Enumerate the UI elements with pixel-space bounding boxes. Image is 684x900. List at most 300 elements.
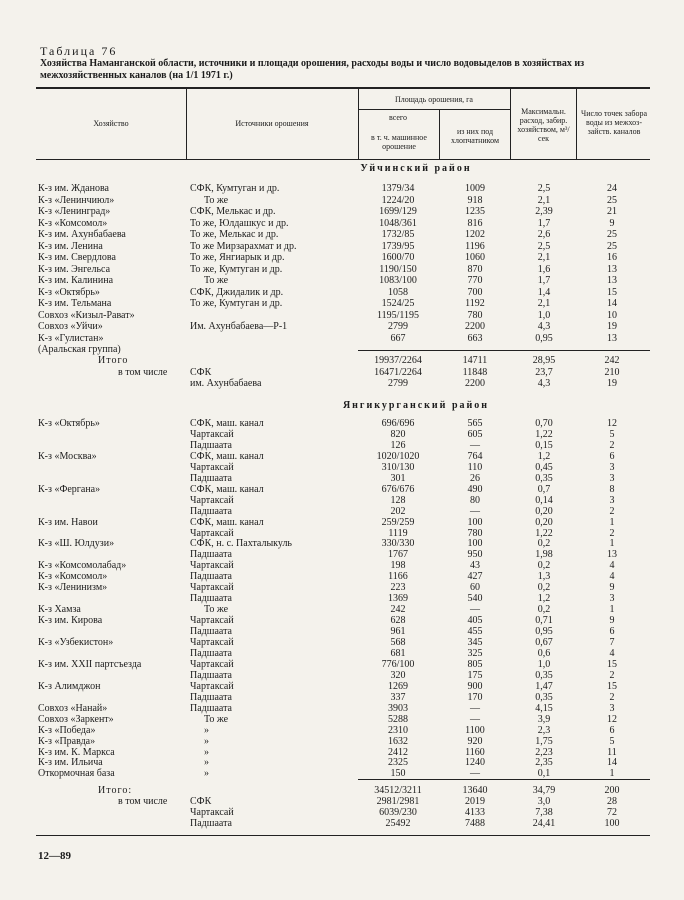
cell-source: Падшаата [190,691,232,703]
table-row [36,549,650,560]
cell-intake-points: 6 [609,450,615,462]
table-row [36,670,650,681]
cell-area-total: 1632 [388,735,408,747]
table-row [36,495,650,506]
cell-max-flow: 1,22 [535,527,553,539]
irrigation-table [36,87,650,869]
cell-area-cotton: 80 [470,494,480,506]
cell-area-total: 2310 [388,724,408,736]
cell-source: Падшаата [190,505,232,517]
cell-max-flow: 2,39 [535,206,553,217]
table-row [36,440,650,451]
table-row [36,747,650,758]
cell-intake-points: 13 [607,275,617,286]
cell-area-cotton: 100 [467,538,483,550]
cell-max-flow: 1,47 [535,680,553,692]
cell-area-cotton: 325 [467,647,483,659]
cell-farm: Итого: [98,785,133,796]
cell-source: Чартаксай [190,615,234,627]
cell-intake-points: 4 [609,647,615,659]
cell-max-flow: 1,3 [537,571,551,583]
table-row [36,321,650,332]
cell-area-cotton: 490 [467,483,483,495]
cell-area-total: 676/676 [381,483,415,495]
cell-area-total: 34512/3211 [374,785,422,796]
cell-area-cotton: 170 [467,691,483,703]
cell-area-total: 259/259 [381,516,415,528]
cell-area-total: 301 [390,472,406,484]
cell-farm: (Аральская группа) [38,344,121,355]
cell-area-cotton: 805 [467,658,483,670]
cell-area-total: 667 [390,332,406,344]
cell-max-flow: 28,95 [532,355,556,366]
cell-area-total: 320 [390,669,406,681]
cell-source: СФК, маш. канал [190,450,264,462]
cell-intake-points: 14 [607,757,617,769]
cell-source: СФК, Джидалик и др. [190,286,284,298]
cell-max-flow: 0,20 [535,505,553,517]
cell-max-flow: 2,1 [537,252,551,263]
table-row [36,195,650,206]
table-row [36,451,650,462]
cell-farm: К-з им. К. Маркса [38,746,115,758]
cell-max-flow: 4,15 [535,702,553,714]
cell-farm: К-з Хамза [38,604,81,616]
cell-area-cotton: 764 [467,450,483,462]
cell-max-flow: 3,9 [537,713,551,725]
table-row [36,604,650,615]
table-row [36,218,650,229]
table-title: Хозяйства Наманганской области, источники и площади орошения, расходы воды и число водовыделов в хозяйствах из межхозяйственных каналов (на 1/1 1971 г.) [40,58,585,81]
cell-intake-points: 19 [607,321,617,332]
cell-area-total: 1048/361 [379,217,417,229]
cell-source: То же, Юлдашкус и др. [190,217,289,229]
cell-area-cotton: — [470,768,480,780]
cell-intake-points: 21 [607,206,617,217]
header-divider [439,109,440,159]
cell-source: » [204,735,209,747]
cell-intake-points: 2 [609,527,615,539]
table-row [36,206,650,217]
cell-source: Чартаксай [190,494,234,506]
cell-area-total: 1269 [388,680,408,692]
cell-source: Падшаата [190,626,232,638]
cell-max-flow: 0,35 [535,669,553,681]
cell-area-total: 5288 [388,713,408,725]
table-row [36,517,650,528]
cell-source: Падшаата [190,669,232,681]
cell-area-total: 1379/34 [381,183,415,194]
cell-area-total: 198 [390,560,406,572]
cell-max-flow: 1,75 [535,735,553,747]
cell-area-total: 1224/20 [381,194,415,206]
table-row [36,681,650,692]
table-row [36,736,650,747]
cell-area-total: 1699/129 [379,206,417,217]
table-row [36,757,650,768]
cell-source: СФК, н. с. Пахталыкуль [190,538,292,550]
cell-farm: К-з «Комсомол» [38,217,108,229]
cell-area-total: 128 [390,494,406,506]
cell-source: То же [204,604,229,616]
cell-intake-points: 2 [609,439,615,451]
table-row [36,796,650,807]
cell-area-cotton: — [470,505,480,517]
cell-max-flow: 0,1 [537,768,551,780]
cell-max-flow: 34,79 [532,785,556,796]
cell-max-flow: 0,95 [535,332,553,344]
table-row [36,703,650,714]
col-machine-header: в т. ч. машинное орошение [371,133,427,151]
page-folio: 12—89 [38,850,71,862]
cell-max-flow: 1,2 [537,450,551,462]
cell-intake-points: 4 [609,571,615,583]
cell-intake-points: 12 [607,418,617,429]
cell-area-cotton: 565 [467,418,483,429]
cell-area-cotton: 1060 [465,252,485,263]
cell-max-flow: 0,7 [537,483,551,495]
cell-intake-points: 1 [609,538,615,550]
cell-area-total: 242 [390,604,406,616]
header-divider [510,87,511,159]
cell-area-total: 1190/150 [379,263,417,275]
cell-area-total: 150 [390,768,406,780]
cell-farm: К-з «Гулистан» [38,332,104,344]
cell-area-cotton: 1240 [465,757,485,769]
table-row [36,229,650,240]
cell-max-flow: 0,14 [535,494,553,506]
col-points-header: Число точек забора воды из межхоз- зайств. каналов [581,109,647,136]
cell-farm: К-з «Октябрь» [38,418,100,429]
cell-area-cotton: 2019 [465,796,485,807]
cell-area-total: 202 [390,505,406,517]
cell-area-cotton: 1202 [465,229,485,240]
cell-intake-points: 200 [604,785,620,796]
cell-max-flow: 0,2 [537,582,551,594]
table-row [36,264,650,275]
cell-intake-points: 5 [609,735,615,747]
cell-area-cotton: 920 [467,735,483,747]
cell-intake-points: 2 [609,691,615,703]
cell-max-flow: 2,1 [537,298,551,309]
cell-intake-points: 3 [609,494,615,506]
cell-intake-points: 9 [609,582,615,594]
cell-area-cotton: — [470,439,480,451]
table-row [36,648,650,659]
col-area-group-header: Площадь орошения, га [395,95,473,104]
cell-farm: К-з им. Калинина [38,275,114,286]
cell-intake-points: 3 [609,702,615,714]
cell-intake-points: 28 [607,796,617,807]
cell-intake-points: 13 [607,549,617,561]
cell-area-cotton: 60 [470,582,480,594]
cell-max-flow: 2,1 [537,194,551,206]
cell-intake-points: 100 [604,818,620,829]
cell-area-cotton: 405 [467,615,483,627]
cell-area-cotton: 605 [467,428,483,440]
cell-area-cotton: 1100 [465,724,485,736]
cell-farm: К-з «Узбекистон» [38,637,114,648]
table-row [36,768,650,779]
cell-source: СФК, маш. канал [190,516,264,528]
cell-source: То же, Кумтуган и др. [190,298,283,309]
cell-source: СФК [190,366,212,378]
cell-farm: К-з Алимджон [38,680,101,692]
cell-area-total: 628 [390,615,406,627]
cell-area-total: 310/130 [381,461,415,473]
cell-intake-points: 4 [609,560,615,572]
table-row [36,418,650,429]
cell-area-cotton: 780 [467,309,483,321]
cell-source: То же, Кумтуган и др. [190,263,283,275]
table-row [36,818,650,829]
cell-intake-points: 13 [607,332,617,344]
cell-source: Падшаата [190,647,232,659]
cell-farm: К-з им. Ленина [38,240,103,252]
cell-intake-points: 15 [607,680,617,692]
cell-max-flow: 0,6 [537,647,551,659]
header-top-rule [36,87,650,89]
col-total-header: всего [388,113,407,122]
cell-intake-points: 25 [607,240,617,252]
table-row [36,582,650,593]
cell-farm: Итого [98,355,129,366]
cell-source: Падшаата [190,549,232,561]
cell-intake-points: 15 [607,286,617,298]
cell-source: Чартаксай [190,658,234,670]
cell-farm: К-з «Октябрь» [38,286,100,298]
cell-intake-points: 7 [609,637,615,648]
cell-source: Чартаксай [190,527,234,539]
cell-area-cotton: 1235 [465,206,485,217]
cell-area-cotton: 11848 [462,366,488,378]
cell-source: СФК, Кумтуган и др. [190,183,280,194]
cell-max-flow: 1,0 [537,658,551,670]
cell-source: СФК, маш. канал [190,483,264,495]
cell-farm: К-з «Ш. Юлдузи» [38,538,115,550]
cell-intake-points: 1 [609,768,615,780]
cell-area-cotton: 175 [467,669,483,681]
table-caption: Таблица 76 [40,44,118,58]
cell-area-cotton: 4133 [465,807,485,818]
cell-area-cotton: 26 [470,472,480,484]
cell-farm: К-з им. Навои [38,516,98,528]
cell-farm: К-з им. Кирова [38,615,103,627]
cell-max-flow: 1,4 [537,286,551,298]
cell-intake-points: 9 [609,217,615,229]
table-bottom-rule [36,835,650,836]
cell-area-total: 126 [390,439,406,451]
cell-area-cotton: 918 [467,194,483,206]
cell-area-total: 25492 [385,818,411,829]
table-row [36,626,650,637]
cell-intake-points: 2 [609,669,615,681]
cell-max-flow: 0,2 [537,538,551,550]
cell-area-total: 16471/2264 [374,366,422,378]
cell-source: То же Мирзарахмат и др. [190,240,297,252]
cell-source: Чартаксай [190,680,234,692]
table-row [36,538,650,549]
cell-source: То же [204,194,229,206]
cell-area-total: 1767 [388,549,408,561]
cell-farm: Совхоз «Заркент» [38,713,114,725]
cell-area-total: 1600/70 [381,252,415,263]
cell-area-cotton: 2200 [465,321,485,332]
cell-farm: К-з им. Ильича [38,757,103,769]
cell-max-flow: 1,98 [535,549,553,561]
cell-area-total: 681 [390,647,406,659]
cell-farm: К-з «Комсомолабад» [38,560,127,572]
cell-intake-points: 1 [609,604,615,616]
cell-max-flow: 2,3 [537,724,551,736]
cell-area-total: 6039/230 [379,807,417,818]
cell-area-total: 1524/25 [381,298,415,309]
cell-source: СФК, маш. канал [190,418,264,429]
cell-area-cotton: 700 [467,286,483,298]
table-row [36,429,650,440]
cell-max-flow: 0,71 [535,615,553,627]
header-bottom-rule [36,159,650,160]
table-row [36,287,650,298]
cell-area-cotton: 900 [467,680,483,692]
cell-area-total: 820 [390,428,406,440]
cell-max-flow: 2,5 [537,240,551,252]
cell-area-total: 337 [390,691,406,703]
cell-source: То же [204,275,229,286]
cell-intake-points: 16 [607,252,617,263]
cell-area-total: 1195/1195 [376,309,420,321]
cell-max-flow: 0,15 [535,439,553,451]
cell-area-cotton: 1196 [465,240,485,252]
cell-area-cotton: 100 [467,516,483,528]
cell-max-flow: 2,6 [537,229,551,240]
cell-area-cotton: 663 [467,332,483,344]
cell-area-total: 1739/95 [381,240,415,252]
cell-max-flow: 0,35 [535,472,553,484]
cell-max-flow: 4,3 [537,378,551,389]
cell-source: Им. Ахунбабаева—Р-1 [190,321,288,332]
col-cotton-header: из них под хлопчатником [450,127,500,145]
cell-area-total: 696/696 [381,418,415,429]
table-row [36,333,650,344]
cell-farm: Совхоз «Кизыл-Рават» [38,309,135,321]
cell-farm: в том числе [118,366,168,378]
table-row [36,484,650,495]
cell-max-flow: 0,70 [535,418,553,429]
cell-intake-points: 24 [607,183,617,194]
cell-intake-points: 210 [604,366,620,378]
cell-intake-points: 72 [607,807,617,818]
cell-farm: К-з им. Энгельса [38,263,111,275]
cell-intake-points: 14 [607,298,617,309]
cell-source: То же, Мелькас и др. [190,229,279,240]
cell-area-total: 776/100 [381,658,415,670]
cell-max-flow: 0,20 [535,516,553,528]
cell-area-total: 1119 [388,527,408,539]
col-source-header: Источники орошения [235,119,309,128]
cell-area-cotton: 780 [467,527,483,539]
table-row [36,344,650,355]
cell-area-total: 2799 [388,378,408,389]
cell-max-flow: 0,95 [535,626,553,638]
cell-source: Падшаата [190,472,232,484]
cell-area-total: 1083/100 [379,275,417,286]
cell-area-cotton: 816 [467,217,483,229]
cell-source: Падшаата [190,593,232,605]
cell-area-cotton: 540 [467,593,483,605]
cell-area-total: 1732/85 [381,229,415,240]
cell-source: Падшаата [190,702,232,714]
cell-max-flow: 0,2 [537,604,551,616]
section-title-uychi: Уйчинский район [360,163,472,174]
table-row [36,506,650,517]
cell-max-flow: 23,7 [535,366,553,378]
cell-farm: К-з им. Свердлова [38,252,116,263]
cell-intake-points: 25 [607,194,617,206]
cell-source: СФК [190,796,212,807]
cell-area-total: 2799 [388,321,408,332]
cell-farm: Совхоз «Нанай» [38,702,108,714]
table-row [36,615,650,626]
cell-farm: К-з «Ленинизм» [38,582,108,594]
cell-source: Чартаксай [190,582,234,594]
cell-area-cotton: — [470,604,480,616]
table-row [36,298,650,309]
cell-area-total: 1058 [388,286,408,298]
section-title-yangikurgan: Янгикурганский район [342,400,490,411]
cell-max-flow: 2,5 [537,183,551,194]
cell-area-cotton: 7488 [465,818,485,829]
table-row [36,593,650,604]
cell-farm: К-з им. Жданова [38,183,109,194]
cell-area-cotton: 14711 [462,355,488,366]
cell-farm: К-з «Комсомол» [38,571,108,583]
cell-area-cotton: 427 [467,571,483,583]
cell-area-total: 330/330 [381,538,415,550]
cell-area-cotton: 1192 [465,298,485,309]
cell-source: Падшаата [190,571,232,583]
table-row [36,807,650,818]
cell-area-total: 2325 [388,757,408,769]
cell-area-cotton: 1009 [465,183,485,194]
table-row [36,462,650,473]
cell-intake-points: 3 [609,461,615,473]
table-row [36,275,650,286]
cell-area-cotton: 770 [467,275,483,286]
cell-source: » [204,757,209,769]
cell-intake-points: 3 [609,593,615,605]
cell-area-cotton: 1160 [465,746,485,758]
cell-source: Чартаксай [190,428,234,440]
cell-area-total: 568 [390,637,406,648]
table-row [36,714,650,725]
table-row [36,528,650,539]
cell-max-flow: 2,35 [535,757,553,769]
cell-source: » [204,746,209,758]
cell-farm: К-з им. Ахунбабаева [38,229,126,240]
cell-intake-points: 242 [604,355,620,366]
cell-max-flow: 1,7 [537,275,551,286]
cell-intake-points: 25 [607,229,617,240]
cell-max-flow: 4,3 [537,321,551,332]
cell-area-cotton: 345 [467,637,483,648]
cell-farm: К-з им. Тельмана [38,298,112,309]
cell-area-total: 1369 [388,593,408,605]
cell-max-flow: 1,6 [537,263,551,275]
cell-intake-points: 15 [607,658,617,670]
cell-intake-points: 8 [609,483,615,495]
cell-farm: К-з «Ленинчиюл» [38,194,115,206]
